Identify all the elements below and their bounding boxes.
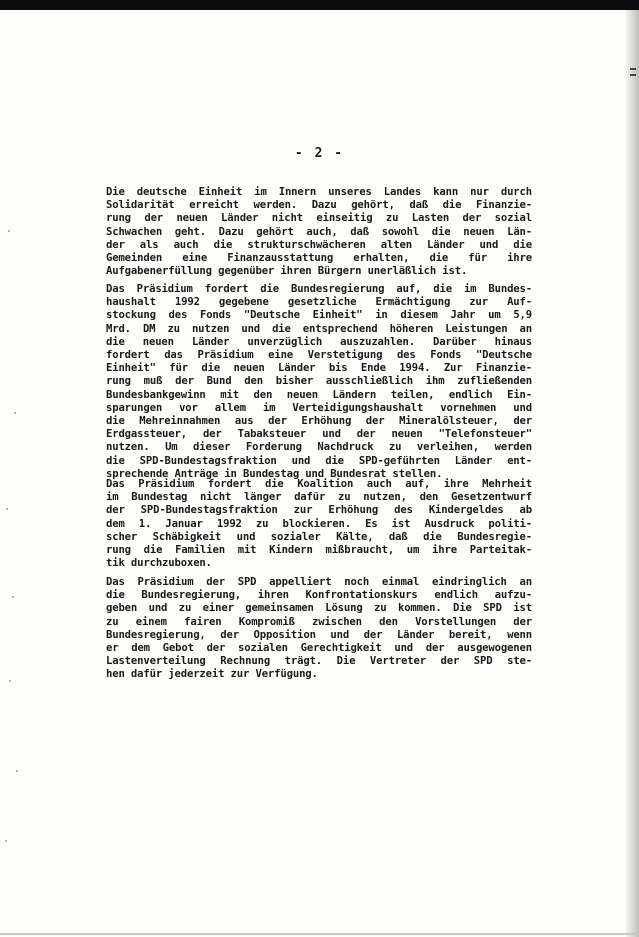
paragraph-solidarity [106,186,532,278]
text-line: scher Schäbigkeit und sozialer Kälte, daß die Bundesregie- [106,530,532,543]
text-line: Bundesbankgewinn mit den neuen Ländern teilen, endlich Ein- [106,388,532,401]
text-line: Lastenverteilung Rechnung trägt. Die Vertreter der SPD ste- [106,655,532,668]
text-line: stockung des Fonds "Deutsche Einheit" in diesem Jahr um 5,9 [106,309,532,322]
paragraph-kindergeld [106,478,532,570]
text-line: Erdgassteuer, der Tabaksteuer und der neuen "Telefonsteuer" [106,428,532,441]
scan-top-border [0,0,639,10]
text-line: Bundesregierung, der Opposition und der Länder bereit, wenn [106,628,532,641]
scan-mark [630,74,636,76]
text-line: zu einem fairen Kompromiß zwischen den Vorstellungen der [106,615,532,628]
paragraph-appell [106,576,532,682]
text-line: tik durchzuboxen. [106,557,212,570]
page-number: - 2 - [294,146,345,161]
text-line: Aufgabenerfüllung gegenüber ihren Bürgern unerläßlich ist. [106,265,468,278]
text-line: er dem Gebot der sozialen Gerechtigkeit und der ausgewogenen [106,642,532,655]
scan-left-noise [0,0,40,937]
text-line: Einheit" für die neuen Länder bis Ende 1994. Zur Finanzie- [106,362,532,375]
text-line: Das Präsidium fordert die Koalition auch auf, ihre Mehrheit [106,478,532,490]
text-line: Die deutsche Einheit im Innern unseres Landes kann nur durch [106,186,532,198]
text-line: rung muß der Bund den bisher ausschließlich ihm zufließenden [106,375,532,388]
text-line: sparungen vor allem im Verteidigungshaushalt vornehmen und [106,401,532,414]
text-line: hen dafür jederzeit zur Verfügung. [106,668,318,681]
text-line: Das Präsidium fordert die Bundesregierung auf, die im Bundes- [106,283,532,295]
text-line: der SPD-Bundestagsfraktion zur Erhöhung des Kindergeldes ab [106,504,532,517]
text-line: Gemeinden eine Finanzausstattung erhalten, die für ihre [106,252,532,265]
text-line: sprechende Anträge in Bundestag und Bundesrat stellen. [106,467,443,480]
text-line: dem 1. Januar 1992 zu blockieren. Es ist Ausdruck politi- [106,517,532,530]
text-line: im Bundestag nicht länger dafür zu nutzen, den Gesetzentwurf [106,491,532,504]
text-line: nutzen. Um dieser Forderung Nachdruck zu verleihen, werden [106,441,532,454]
text-line: haushalt 1992 gegebene gesetzliche Ermächtigung zur Auf- [106,296,532,309]
text-line: die Bundesregierung, ihren Konfrontationskurs endlich aufzu- [106,589,532,602]
text-line: Solidarität erreicht werden. Dazu gehört, daß die Finanzie- [106,199,532,212]
text-line: rung die Familien mit Kindern mißbraucht, um ihre Parteitak- [106,544,532,557]
paragraph-fonds-deutsche-einheit [106,283,532,481]
text-line: Das Präsidium der SPD appelliert noch einmal eindringlich an [106,576,532,588]
text-line: die SPD-Bundestagsfraktion und die SPD-geführten Länder ent- [106,454,532,467]
text-line: rung der neuen Länder nicht einseitig zu Lasten der sozial [106,212,532,225]
text-line: die Mehreinnahmen aus der Erhöhung der Mineralölsteuer, der [106,415,532,428]
text-line: Schwachen geht. Dazu gehört auch, daß sowohl die neuen Län- [106,225,532,238]
text-line: der als auch die strukturschwächeren alten Länder und die [106,238,532,251]
text-line: Mrd. DM zu nutzen und die entsprechend höheren Leistungen an [106,322,532,335]
scan-bottom-edge [0,933,639,935]
scan-mark [630,68,636,70]
text-line: die neuen Länder unverzüglich auszuzahlen. Darüber hinaus [106,335,532,348]
text-line: geben und zu einer gemeinsamen Lösung zu kommen. Die SPD ist [106,602,532,615]
text-line: fordert das Präsidium eine Verstetigung des Fonds "Deutsche [106,349,532,362]
